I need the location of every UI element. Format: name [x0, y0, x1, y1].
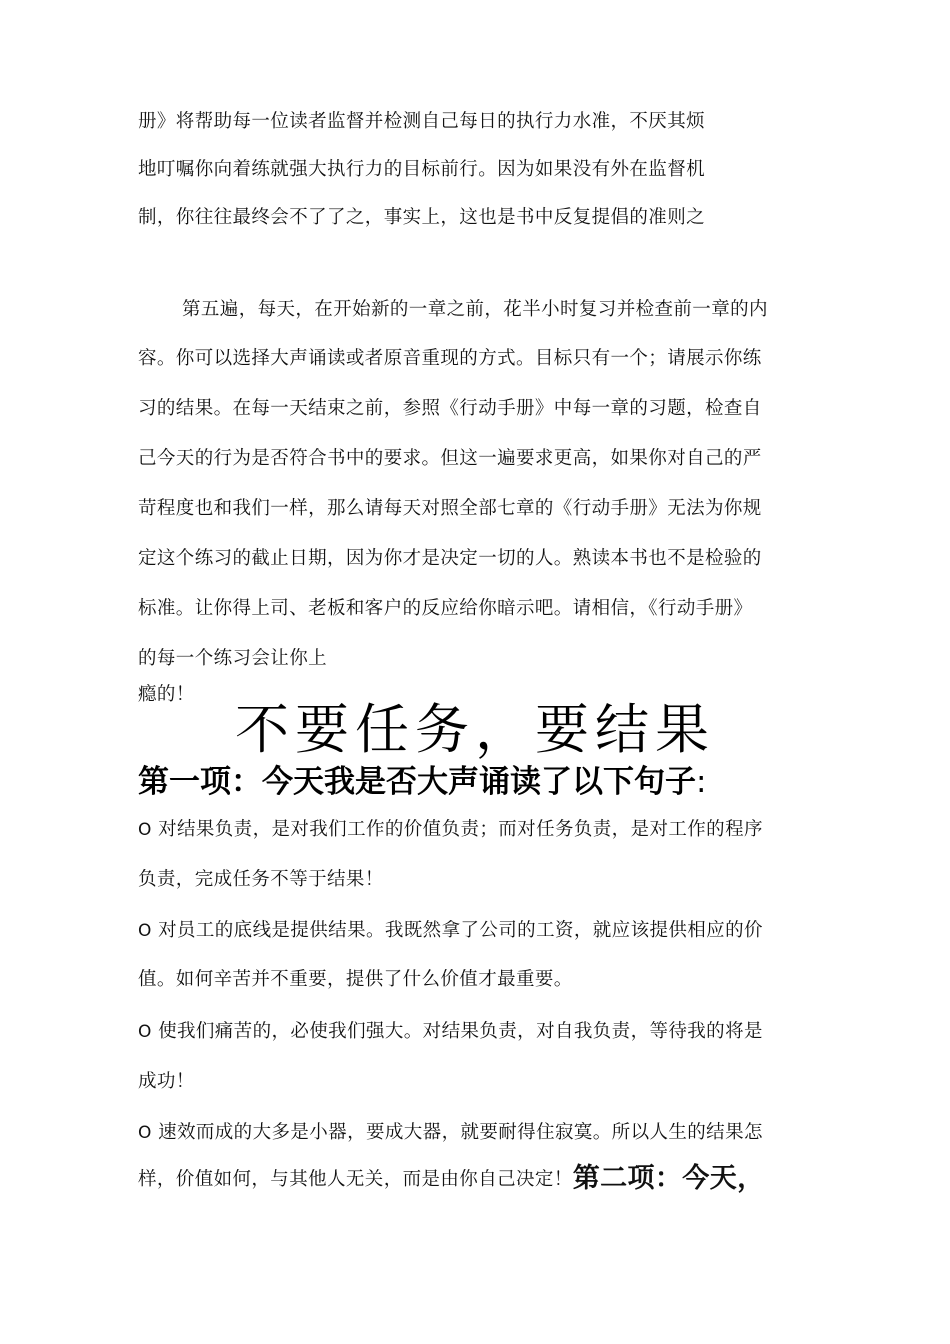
clipped-text: 瘾的！ [138, 684, 195, 705]
bullet-marker: O [138, 1123, 152, 1143]
paragraph-first-line: 第五遍，每天，在开始新的一章之前，花半小时复习并检查前一章的内 [182, 299, 768, 320]
text-line: 标准。让你得上司、老板和客户的反应给你暗示吧。请相信，《行动手册》 [138, 598, 753, 619]
text-line: 己今天的行为是否符合书中的要求。但这一遍要求更高，如果你对自己的严 [138, 448, 762, 469]
section-heading-colon: : [696, 764, 707, 800]
text-line: 值。如何辛苦并不重要，提供了什么价值才最重要。 [138, 969, 573, 990]
bullet-text: 样，价值如何，与其他人无关，而是由你自己决定！ [138, 1169, 573, 1190]
bullet-text: 对结果负责，是对我们工作的价值负责；而对任务负责，是对工作的程序 [158, 819, 763, 840]
text-line: 成功！ [138, 1071, 195, 1092]
text-line: 负责，完成任务不等于结果！ [138, 869, 384, 890]
text-line: 苛程度也和我们一样，那么请每天对照全部七章的《行动手册》无法为你规 [138, 498, 762, 519]
text-line: 的每一个练习会让你上 [138, 648, 328, 669]
text-line: 制，你往往最终会不了了之，事实上，这也是书中反复提倡的准则之 [138, 207, 706, 228]
bullet-item [138, 919, 763, 943]
bullet-marker: O [138, 1022, 152, 1042]
page-title: 不要任务，要结果 [235, 698, 715, 761]
bullet-item [138, 1020, 763, 1044]
text-line [138, 1163, 765, 1194]
bullet-item [138, 1121, 763, 1145]
bullet-marker: O [138, 921, 152, 941]
text-line: 容。你可以选择大声诵读或者原音重现的方式。目标只有一个；请展示你练 [138, 348, 762, 369]
bullet-text: 使我们痛苦的，必使我们强大。对结果负责，对自我负责，等待我的将是 [158, 1021, 763, 1042]
bullet-marker: O [138, 820, 152, 840]
section-heading-inline: 第二项：今天， [572, 1163, 765, 1194]
bullet-item [138, 818, 763, 842]
clipped-text-line [138, 676, 278, 705]
text-line: 习的结果。在每一天结束之前，参照《行动手册》中每一章的习题，检查自 [138, 398, 762, 419]
bullet-text: 对员工的底线是提供结果。我既然拿了公司的工资，就应该提供相应的价 [158, 920, 763, 941]
text-line: 册》将帮助每一位读者监督并检测自己每日的执行力水准，不厌其烦 [138, 111, 706, 132]
text-line: 地叮嘱你向着练就强大执行力的目标前行。因为如果没有外在监督机 [138, 159, 706, 180]
section-heading-text: 第一项：今天我是否大声诵读了以下句子 [138, 764, 696, 800]
bullet-text: 速效而成的大多是小器，要成大器，就要耐得住寂寞。所以人生的结果怎 [158, 1122, 763, 1143]
text-line: 定这个练习的截止日期，因为你才是决定一切的人。熟读本书也不是检验的 [138, 548, 762, 569]
section-heading [138, 762, 706, 802]
